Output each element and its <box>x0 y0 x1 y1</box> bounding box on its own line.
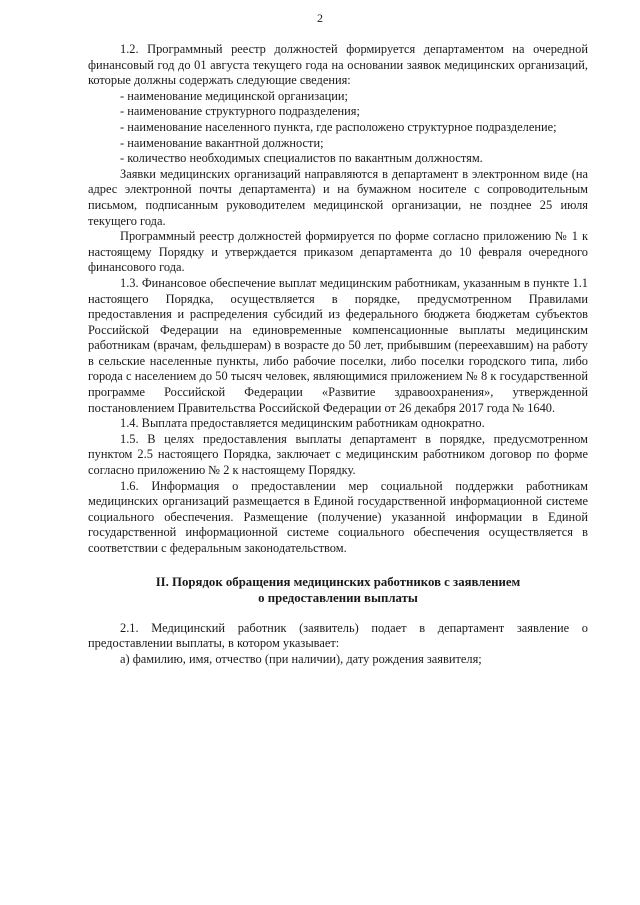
list-item: - наименование населенного пункта, где расположено структурное подразделение; <box>120 119 557 134</box>
list-item: - количество необходимых специалистов по вакантным должностям. <box>120 151 483 166</box>
paragraph-registry-form: Программный реестр должностей формируется по форме согласно приложению № 1 к настоящему Порядку и утверждается приказом департамента до 10 февраля очередного финансового года. <box>88 229 588 275</box>
paragraph-1-6: 1.6. Информация о предоставлении мер социальной поддержки работникам медицинских организаций размещается в Единой государственной информационной системе социального обеспечения. Размещение (получение) указанной информации в Единой государственной информационной системе социального обеспечения осуществляется в соответствии с федеральным законодательством. <box>88 478 588 555</box>
section-heading <box>88 574 588 606</box>
section-heading-line-1: II. Порядок обращения медицинских работников с заявлением <box>155 574 521 589</box>
paragraph-1-3: 1.3. Финансовое обеспечение выплат медицинским работникам, указанным в пункте 1.1 настоящего Порядка, осуществляется в порядке, предусмотренном Правилами предоставления и распределения субсидий из федерального бюджета бюджетам субъектов Российской Федерации на единовременные компенсационные выплаты медицинским работникам (врачам, фельдшерам) в возрасте до 50 лет, прибывшим (переехавшим) на работу в сельские населенные пункты, либо рабочие поселки, либо поселки городского типа, либо города с населением до 50 тысяч человек, являющимися приложением № 8 к государственной программе Российской Федерации «Развитие здравоохранения», утвержденной постановлением Правительства Российской Федерации от 26 декабря 2017 года № 1640. <box>88 275 588 415</box>
list-item: - наименование структурного подразделения; <box>120 104 360 119</box>
paragraph-1-4: 1.4. Выплата предоставляется медицинским работникам однократно. <box>120 416 485 431</box>
list-item: - наименование медицинской организации; <box>120 88 348 103</box>
paragraph-1-2: 1.2. Программный реестр должностей формируется департаментом на очередной финансовый год до 01 августа текущего года на основании заявок медицинских организаций, которые должны содержать следующие сведения: <box>88 42 588 88</box>
document-body <box>88 42 588 667</box>
paragraph-2-1-a: а) фамилию, имя, отчество (при наличии), дату рождения заявителя; <box>120 651 482 666</box>
section-heading-line-2: о предоставлении выплаты <box>258 590 418 605</box>
paragraph-applications: Заявки медицинских организаций направляются в департамент в электронном виде (на адрес электронной почты департамента) и на бумажном носителе с сопроводительным письмом, подписанным руководителем медицинской организации, не позднее 25 июля текущего года. <box>88 166 588 228</box>
page-number: 2 <box>317 11 323 25</box>
paragraph-1-5: 1.5. В целях предоставления выплаты департамент в порядке, предусмотренном пунктом 2.5 настоящего Порядка, заключает с медицинским работником договор по форме согласно приложению № 2 к настоящему Порядку. <box>88 431 588 478</box>
paragraph-2-1: 2.1. Медицинский работник (заявитель) подает в департамент заявление о предоставлении выплаты, в котором указывает: <box>88 620 588 651</box>
list-item: - наименование вакантной должности; <box>120 135 324 150</box>
